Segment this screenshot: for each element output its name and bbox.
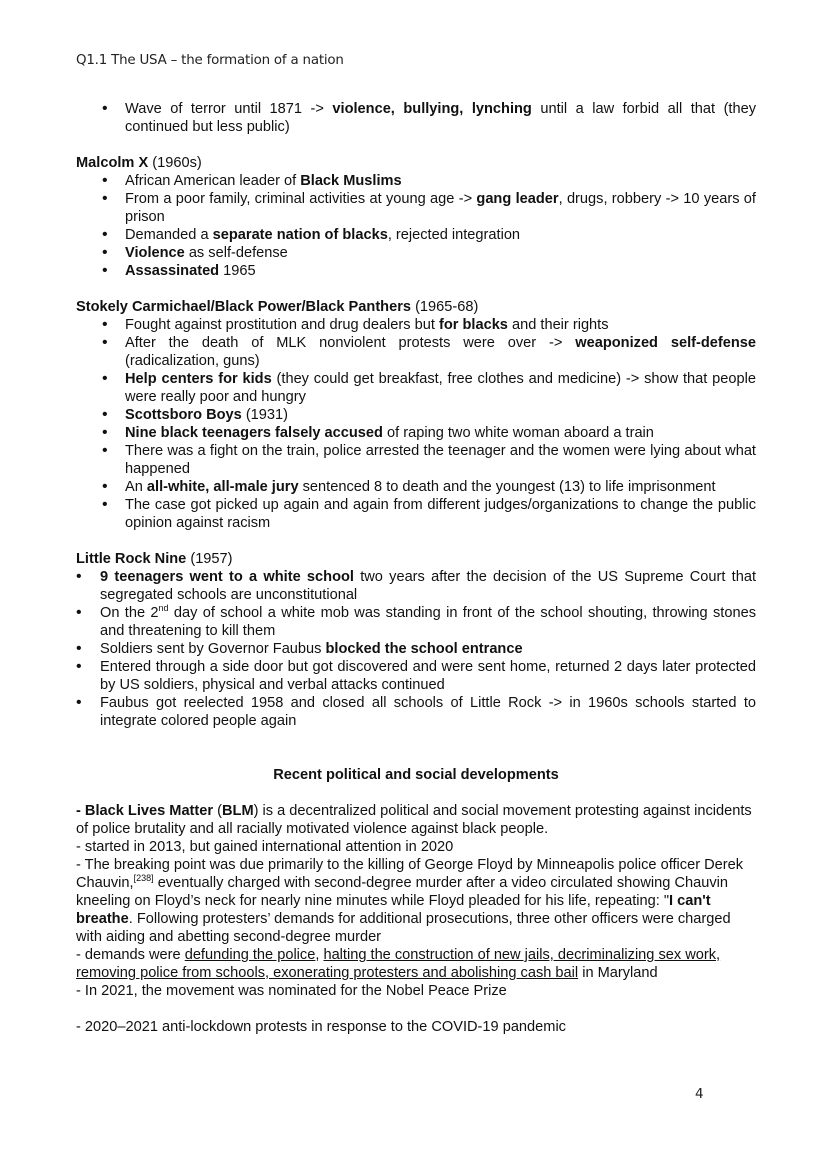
- list-item: • On the 2nd day of school a white mob was standing in front of the school shouting, throwing stones and threatening to kill them: [76, 604, 756, 640]
- page-header: Q1.1 The USA – the formation of a nation: [76, 53, 344, 68]
- malcolm-list: [76, 172, 756, 280]
- list-item: • Entered through a side door but got discovered and were sent home, returned 2 days later protected by US soldiers, physical and verbal attacks continued: [76, 658, 756, 694]
- list-item: • Faubus got reelected 1958 and closed all schools of Little Rock -> in 1960s schools started to integrate colored people again: [76, 694, 756, 730]
- stokely-list: [76, 316, 756, 532]
- list-item: • Scottsboro Boys (1931): [76, 406, 756, 424]
- page-number: 4: [695, 1087, 704, 1102]
- blm-paragraph: - Black Lives Matter (BLM) is a decentralized political and social movement protesting against incidents of police brutality and all racially motivated violence against black people.: [76, 803, 752, 837]
- list-item: • Soldiers sent by Governor Faubus blocked the school entrance: [76, 640, 756, 658]
- list-item: • Violence as self-defense: [76, 244, 756, 262]
- demands-paragraph: - demands were defunding the police, halting the construction of new jails, decriminalizing sex work, removing police from schools, exonerating protesters and abolishing cash bail in Maryland: [76, 947, 721, 981]
- list-item: • Nine black teenagers falsely accused of raping two white woman aboard a train: [76, 424, 756, 442]
- document-body: [76, 100, 756, 1036]
- malcolm-heading: Malcolm X (1960s): [76, 155, 202, 171]
- list-item: • Demanded a separate nation of blacks, rejected integration: [76, 226, 756, 244]
- list-item: • From a poor family, criminal activities at young age -> gang leader, drugs, robbery -> 10 years of prison: [76, 190, 756, 226]
- littlerock-heading: Little Rock Nine (1957): [76, 551, 233, 567]
- list-item: • Fought against prostitution and drug dealers but for blacks and their rights: [76, 316, 756, 334]
- list-item: • African American leader of Black Muslims: [76, 172, 756, 190]
- recent-title: Recent political and social developments: [273, 767, 559, 783]
- stokely-heading: Stokely Carmichael/Black Power/Black Panthers (1965-68): [76, 299, 479, 315]
- list-item: • Help centers for kids (they could get breakfast, free clothes and medicine) -> show that people were really poor and hungry: [76, 370, 756, 406]
- nobel-line: - In 2021, the movement was nominated for the Nobel Peace Prize: [76, 983, 507, 999]
- list-item: • Wave of terror until 1871 -> violence, bullying, lynching until a law forbid all that (they continued but less public): [76, 100, 756, 136]
- list-item: • 9 teenagers went to a white school two years after the decision of the US Supreme Court that segregated schools are unconstitutional: [76, 568, 756, 604]
- lockdown-line: - 2020–2021 anti-lockdown protests in response to the COVID-19 pandemic: [76, 1019, 566, 1035]
- list-item: • An all-white, all-male jury sentenced 8 to death and the youngest (13) to life imprisonment: [76, 478, 756, 496]
- littlerock-list: [76, 568, 756, 730]
- intro-list: [76, 100, 756, 136]
- breaking-paragraph: - The breaking point was due primarily to the killing of George Floyd by Minneapolis police officer Derek Chauvin,[238] eventually charged with second-degree murder after a video circulated showing Chauvin kneeling on Floyd’s neck for nearly nine minutes while Floyd pleaded for his life, repeating: "I can't breathe. Following protesters’ demands for additional prosecutions, three other officers were charged with aiding and abetting second-degree murder: [76, 857, 744, 945]
- list-item: • The case got picked up again and again from different judges/organizations to change the public opinion against racism: [76, 496, 756, 532]
- started-line: - started in 2013, but gained international attention in 2020: [76, 839, 454, 855]
- list-item: • Assassinated 1965: [76, 262, 756, 280]
- list-item: • There was a fight on the train, police arrested the teenager and the women were lying about what happened: [76, 442, 756, 478]
- list-item: • After the death of MLK nonviolent protests were over -> weaponized self-defense (radicalization, guns): [76, 334, 756, 370]
